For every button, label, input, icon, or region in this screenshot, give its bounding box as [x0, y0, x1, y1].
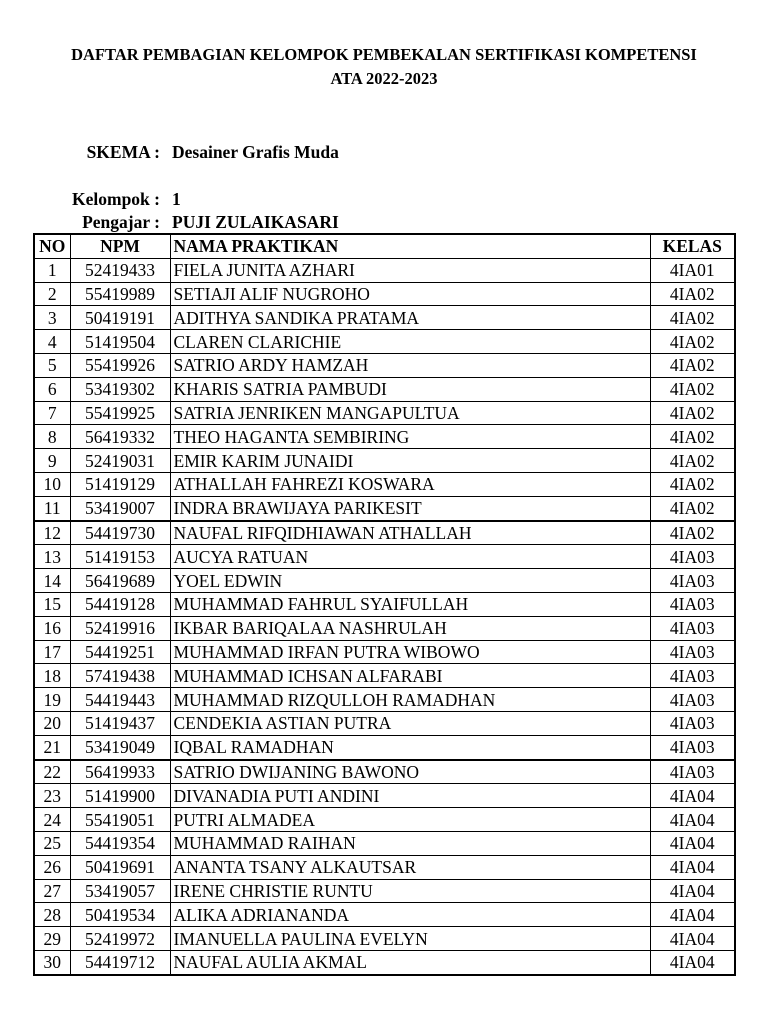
- cell-nama: THEO HAGANTA SEMBIRING: [170, 425, 650, 449]
- cell-no: 24: [34, 808, 70, 832]
- table-row: [34, 711, 735, 735]
- table-row: [34, 306, 735, 330]
- cell-kelas: 4IA02: [650, 377, 735, 401]
- cell-no: 9: [34, 449, 70, 473]
- cell-no: 14: [34, 569, 70, 593]
- table-row: [34, 425, 735, 449]
- cell-no: 2: [34, 282, 70, 306]
- cell-npm: 55419925: [70, 401, 170, 425]
- cell-no: 10: [34, 472, 70, 496]
- cell-nama: IQBAL RAMADHAN: [170, 735, 650, 759]
- pengajar-value: PUJI ZULAIKASARI: [172, 212, 339, 232]
- cell-kelas: 4IA03: [650, 616, 735, 640]
- cell-no: 15: [34, 592, 70, 616]
- cell-kelas: 4IA04: [650, 903, 735, 927]
- table-row: [34, 521, 735, 545]
- table-row: [34, 616, 735, 640]
- cell-npm: 51419504: [70, 330, 170, 354]
- cell-kelas: 4IA02: [650, 401, 735, 425]
- cell-kelas: 4IA03: [650, 760, 735, 784]
- cell-npm: 51419129: [70, 472, 170, 496]
- cell-npm: 53419057: [70, 879, 170, 903]
- cell-no: 3: [34, 306, 70, 330]
- cell-no: 16: [34, 616, 70, 640]
- cell-no: 28: [34, 903, 70, 927]
- table-row: [34, 640, 735, 664]
- cell-no: 26: [34, 855, 70, 879]
- cell-nama: INDRA BRAWIJAYA PARIKESIT: [170, 496, 650, 520]
- cell-no: 5: [34, 353, 70, 377]
- cell-npm: 57419438: [70, 664, 170, 688]
- table-row: [34, 282, 735, 306]
- cell-kelas: 4IA02: [650, 425, 735, 449]
- cell-no: 6: [34, 377, 70, 401]
- table-header-row: [34, 234, 735, 258]
- skema-label: SKEMA :: [86, 142, 160, 162]
- cell-npm: 52419916: [70, 616, 170, 640]
- table-row: [34, 330, 735, 354]
- cell-npm: 54419712: [70, 950, 170, 974]
- table-row: [34, 449, 735, 473]
- cell-nama: SETIAJI ALIF NUGROHO: [170, 282, 650, 306]
- cell-nama: SATRIO DWIJANING BAWONO: [170, 760, 650, 784]
- cell-nama: ADITHYA SANDIKA PRATAMA: [170, 306, 650, 330]
- table-row: [34, 903, 735, 927]
- cell-no: 18: [34, 664, 70, 688]
- cell-no: 22: [34, 760, 70, 784]
- cell-nama: MUHAMMAD ICHSAN ALFARABI: [170, 664, 650, 688]
- cell-npm: 52419972: [70, 927, 170, 951]
- cell-no: 17: [34, 640, 70, 664]
- cell-kelas: 4IA03: [650, 664, 735, 688]
- cell-npm: 53419049: [70, 735, 170, 759]
- cell-npm: 54419730: [70, 521, 170, 545]
- skema-value: Desainer Grafis Muda: [172, 142, 339, 162]
- participant-table: [33, 233, 736, 976]
- cell-nama: FIELA JUNITA AZHARI: [170, 258, 650, 282]
- cell-kelas: 4IA03: [650, 545, 735, 569]
- cell-kelas: 4IA02: [650, 306, 735, 330]
- cell-kelas: 4IA04: [650, 784, 735, 808]
- cell-kelas: 4IA02: [650, 282, 735, 306]
- cell-nama: IMANUELLA PAULINA EVELYN: [170, 927, 650, 951]
- cell-npm: 52419433: [70, 258, 170, 282]
- cell-kelas: 4IA04: [650, 927, 735, 951]
- cell-nama: SATRIA JENRIKEN MANGAPULTUA: [170, 401, 650, 425]
- header-kelas: KELAS: [650, 234, 735, 258]
- cell-kelas: 4IA02: [650, 472, 735, 496]
- cell-nama: MUHAMMAD RIZQULLOH RAMADHAN: [170, 688, 650, 712]
- table-row: [34, 258, 735, 282]
- header-npm: NPM: [70, 234, 170, 258]
- cell-npm: 55419989: [70, 282, 170, 306]
- table-body: [34, 258, 735, 974]
- cell-npm: 56419689: [70, 569, 170, 593]
- cell-nama: CENDEKIA ASTIAN PUTRA: [170, 711, 650, 735]
- cell-nama: KHARIS SATRIA PAMBUDI: [170, 377, 650, 401]
- cell-no: 4: [34, 330, 70, 354]
- cell-no: 20: [34, 711, 70, 735]
- cell-no: 29: [34, 927, 70, 951]
- cell-nama: ANANTA TSANY ALKAUTSAR: [170, 855, 650, 879]
- cell-npm: 54419443: [70, 688, 170, 712]
- cell-npm: 53419007: [70, 496, 170, 520]
- table-row: [34, 353, 735, 377]
- cell-kelas: 4IA02: [650, 330, 735, 354]
- document-title: DAFTAR PEMBAGIAN KELOMPOK PEMBEKALAN SERTIFIKASI KOMPETENSI: [71, 45, 697, 64]
- cell-nama: MUHAMMAD FAHRUL SYAIFULLAH: [170, 592, 650, 616]
- table-row: [34, 472, 735, 496]
- table-row: [34, 879, 735, 903]
- cell-nama: DIVANADIA PUTI ANDINI: [170, 784, 650, 808]
- cell-kelas: 4IA04: [650, 879, 735, 903]
- cell-npm: 54419128: [70, 592, 170, 616]
- cell-kelas: 4IA02: [650, 496, 735, 520]
- cell-npm: 56419332: [70, 425, 170, 449]
- cell-no: 13: [34, 545, 70, 569]
- cell-npm: 54419354: [70, 831, 170, 855]
- cell-npm: 51419153: [70, 545, 170, 569]
- cell-npm: 51419900: [70, 784, 170, 808]
- table-row: [34, 784, 735, 808]
- table-row: [34, 545, 735, 569]
- table-row: [34, 688, 735, 712]
- cell-no: 21: [34, 735, 70, 759]
- cell-no: 8: [34, 425, 70, 449]
- table-row: [34, 927, 735, 951]
- cell-kelas: 4IA03: [650, 569, 735, 593]
- table-row: [34, 401, 735, 425]
- cell-no: 27: [34, 879, 70, 903]
- cell-npm: 53419302: [70, 377, 170, 401]
- cell-npm: 56419933: [70, 760, 170, 784]
- cell-no: 30: [34, 950, 70, 974]
- cell-npm: 55419051: [70, 808, 170, 832]
- document-subtitle: ATA 2022-2023: [330, 69, 438, 88]
- cell-nama: SATRIO ARDY HAMZAH: [170, 353, 650, 377]
- cell-no: 19: [34, 688, 70, 712]
- cell-nama: MUHAMMAD RAIHAN: [170, 831, 650, 855]
- cell-kelas: 4IA03: [650, 688, 735, 712]
- header-no: NO: [34, 234, 70, 258]
- header-nama: NAMA PRAKTIKAN: [170, 234, 650, 258]
- cell-kelas: 4IA04: [650, 831, 735, 855]
- cell-nama: IKBAR BARIQALAA NASHRULAH: [170, 616, 650, 640]
- table-row: [34, 496, 735, 520]
- pengajar-label: Pengajar :: [82, 212, 160, 232]
- cell-nama: MUHAMMAD IRFAN PUTRA WIBOWO: [170, 640, 650, 664]
- table-row: [34, 950, 735, 974]
- kelompok-label: Kelompok :: [72, 189, 160, 209]
- cell-npm: 51419437: [70, 711, 170, 735]
- cell-nama: AUCYA RATUAN: [170, 545, 650, 569]
- cell-nama: CLAREN CLARICHIE: [170, 330, 650, 354]
- cell-npm: 50419191: [70, 306, 170, 330]
- cell-nama: NAUFAL RIFQIDHIAWAN ATHALLAH: [170, 521, 650, 545]
- cell-nama: PUTRI ALMADEA: [170, 808, 650, 832]
- cell-kelas: 4IA02: [650, 353, 735, 377]
- cell-nama: IRENE CHRISTIE RUNTU: [170, 879, 650, 903]
- table-row: [34, 831, 735, 855]
- cell-kelas: 4IA02: [650, 449, 735, 473]
- cell-no: 12: [34, 521, 70, 545]
- table-row: [34, 760, 735, 784]
- cell-npm: 54419251: [70, 640, 170, 664]
- cell-nama: EMIR KARIM JUNAIDI: [170, 449, 650, 473]
- cell-nama: NAUFAL AULIA AKMAL: [170, 950, 650, 974]
- cell-no: 23: [34, 784, 70, 808]
- table-row: [34, 664, 735, 688]
- cell-npm: 50419691: [70, 855, 170, 879]
- cell-npm: 52419031: [70, 449, 170, 473]
- cell-kelas: 4IA03: [650, 640, 735, 664]
- cell-nama: ATHALLAH FAHREZI KOSWARA: [170, 472, 650, 496]
- cell-nama: YOEL EDWIN: [170, 569, 650, 593]
- cell-kelas: 4IA03: [650, 592, 735, 616]
- kelompok-value: 1: [172, 189, 181, 209]
- cell-nama: ALIKA ADRIANANDA: [170, 903, 650, 927]
- cell-kelas: 4IA03: [650, 735, 735, 759]
- cell-no: 25: [34, 831, 70, 855]
- cell-npm: 50419534: [70, 903, 170, 927]
- cell-no: 7: [34, 401, 70, 425]
- cell-npm: 55419926: [70, 353, 170, 377]
- table-row: [34, 592, 735, 616]
- cell-no: 1: [34, 258, 70, 282]
- table-row: [34, 808, 735, 832]
- cell-no: 11: [34, 496, 70, 520]
- table-row: [34, 855, 735, 879]
- cell-kelas: 4IA04: [650, 855, 735, 879]
- cell-kelas: 4IA04: [650, 808, 735, 832]
- cell-kelas: 4IA03: [650, 711, 735, 735]
- cell-kelas: 4IA02: [650, 521, 735, 545]
- cell-kelas: 4IA04: [650, 950, 735, 974]
- table-row: [34, 735, 735, 759]
- table-row: [34, 377, 735, 401]
- cell-kelas: 4IA01: [650, 258, 735, 282]
- table-row: [34, 569, 735, 593]
